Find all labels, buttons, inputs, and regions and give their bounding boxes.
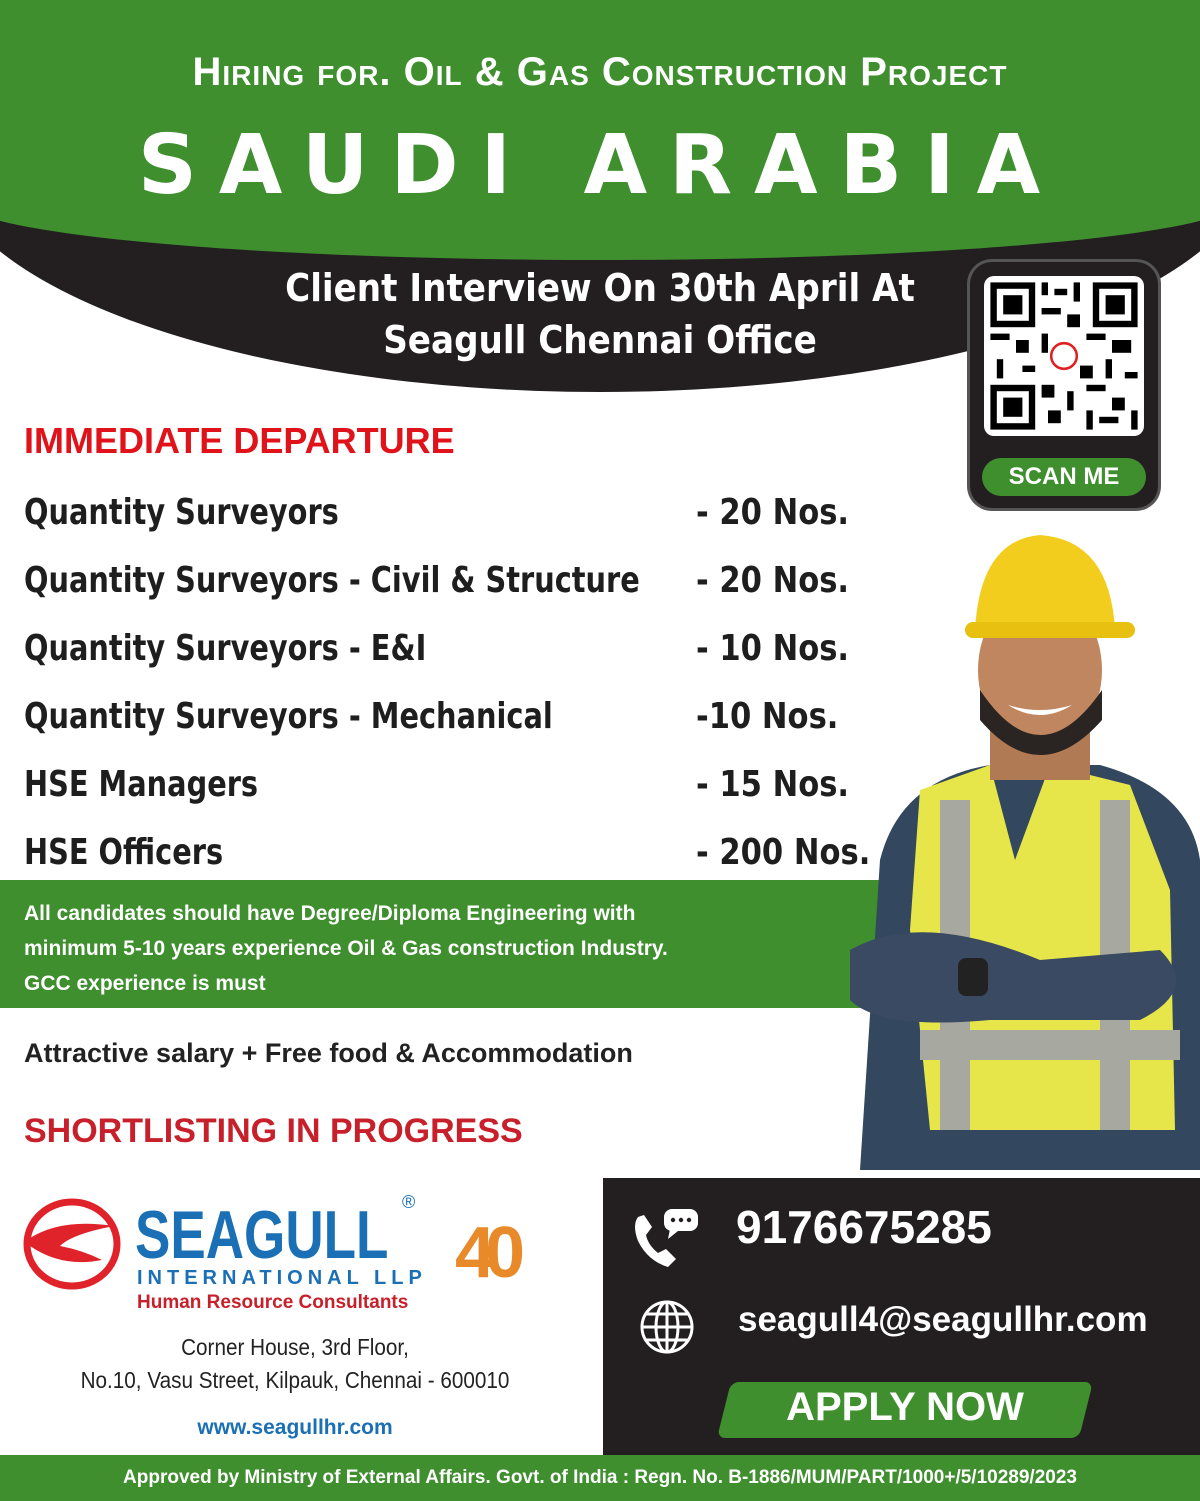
worker-photo [840, 530, 1200, 1180]
approval-footer: Approved by Ministry of External Affairs. Govt. of India : Regn. No. B-1886/MUM/PART/1000+/5/10289/2023 [0, 1455, 1200, 1501]
job-title: Quantity Surveyors - E&I [24, 628, 427, 669]
company-name: SEAGULL [135, 1197, 389, 1273]
job-qty: - 10 Nos. [696, 628, 850, 669]
website-link[interactable]: www.seagullhr.com [197, 1416, 393, 1439]
seagull-logo-icon [22, 1198, 122, 1290]
phone-chat-icon [630, 1205, 702, 1271]
job-qty: -10 Nos. [696, 696, 839, 737]
address-line-1: Corner House, 3rd Floor, [181, 1334, 409, 1360]
country-title: SAUDI ARABIA [137, 118, 1063, 213]
qr-code-icon[interactable] [984, 276, 1144, 436]
interview-line-1: Client Interview On 30th April At [285, 266, 915, 310]
globe-icon [638, 1298, 696, 1356]
job-qty: - 15 Nos. [696, 764, 850, 805]
email-address[interactable]: seagull4@seagullhr.com [738, 1300, 1148, 1339]
address-line-2: No.10, Vasu Street, Kilpauk, Chennai - 600010 [80, 1367, 510, 1393]
departure-heading: IMMEDIATE DEPARTURE [24, 420, 455, 461]
requirement-line: GCC experience is must [24, 972, 266, 995]
registered-mark: ® [402, 1192, 416, 1212]
scan-me-label: SCAN ME [982, 458, 1146, 496]
interview-line-2: Seagull Chennai Office [383, 318, 817, 362]
40-years-logo: 40 [455, 1213, 516, 1293]
company-subtitle: INTERNATIONAL LLP [137, 1267, 427, 1289]
shortlisting-status: SHORTLISTING IN PROGRESS [24, 1112, 523, 1150]
job-title: Quantity Surveyors - Mechanical [24, 696, 553, 737]
job-title: Quantity Surveyors - Civil & Structure [24, 560, 640, 601]
qr-card[interactable] [970, 262, 1158, 508]
company-tagline: Human Resource Consultants [137, 1292, 409, 1313]
job-title: Quantity Surveyors [24, 492, 339, 533]
apply-now-label[interactable]: APPLY NOW [786, 1385, 1024, 1429]
job-qty: - 20 Nos. [696, 492, 850, 533]
requirements-band [0, 880, 910, 1008]
requirement-line: All candidates should have Degree/Diploma Engineering with [24, 902, 636, 925]
interview-info [200, 262, 1000, 366]
job-qty: - 200 Nos. [696, 832, 871, 873]
hiring-title: Hiring for. Oil & Gas Construction Project [192, 50, 1008, 94]
requirement-line: minimum 5-10 years experience Oil & Gas construction Industry. [24, 937, 668, 960]
job-title: HSE Managers [24, 764, 259, 805]
perks-text: Attractive salary + Free food & Accommodation [24, 1038, 633, 1068]
phone-number[interactable]: 9176675285 [736, 1201, 992, 1253]
job-title: HSE Officers [24, 832, 224, 873]
job-qty: - 20 Nos. [696, 560, 850, 601]
